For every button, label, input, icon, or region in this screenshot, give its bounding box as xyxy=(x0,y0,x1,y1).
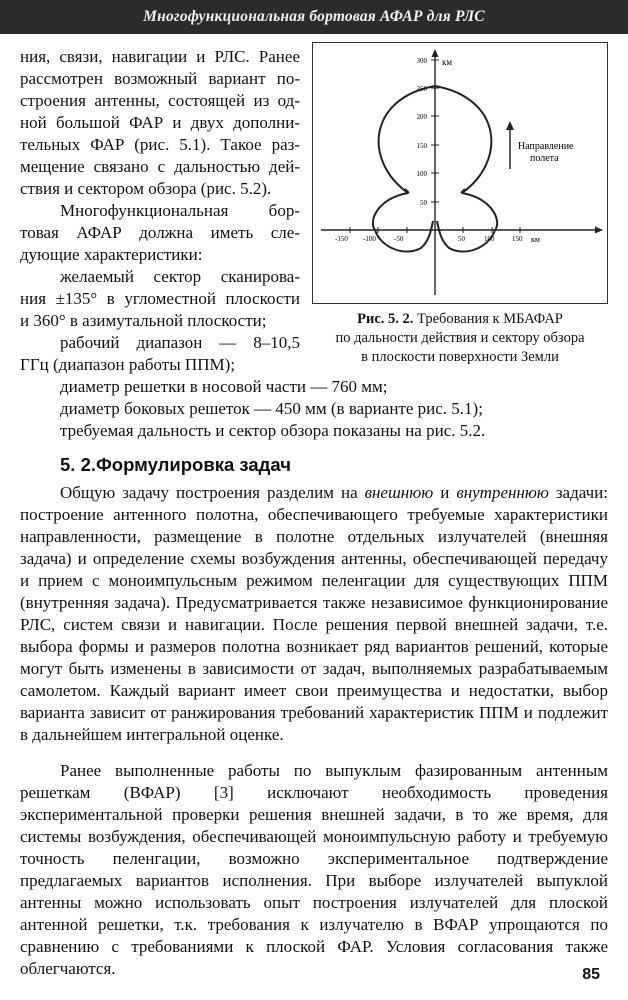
caption-line: в плоскости поверхности Земли xyxy=(361,349,559,365)
requirements-list xyxy=(20,376,608,442)
figure-caption xyxy=(304,310,616,367)
y-tick-label: 150 xyxy=(416,142,427,150)
paragraph-text: Общую задачу построения разделим на xyxy=(60,483,365,502)
paragraph xyxy=(20,482,608,746)
y-tick-label: 100 xyxy=(416,170,427,178)
text-line: рассмотрен возможный вариант по- xyxy=(20,69,300,88)
section-heading: 5. 2.Формулировка задач xyxy=(60,454,291,475)
paragraph-text: и xyxy=(433,483,457,502)
flight-direction-label: полета xyxy=(530,153,559,164)
text-line: мещение связано с дальностью дей- xyxy=(20,157,300,176)
text-line: ния ±135° в угломестной плоскости xyxy=(20,289,300,308)
text-line: желаемый сектор сканирова- xyxy=(60,267,300,286)
emphasis-external: внешнюю xyxy=(364,483,434,502)
x-tick-label: -100 xyxy=(363,235,376,243)
paragraph-text: задачи: построение антенного полотна, обеспечивающего требуемые характеристики направленности, размещение в полотне отдельных излучателей (внешняя задача) и определение схемы возбуждения антенны, обеспечивающей передачу и прием с моноимпульсным режимом пеленгации для существующих ППМ (внутренняя задача). Предусматривается также независимое функционирование РЛС, систем связи и навигации. После решения первой внешней задачи, т.е. выбора формы и размеров полотна возникает ряд вариантов решений, которые могут быть изменены в зависимости от задач, выполняемых разрабатываемым самолетом. Каждый вариант имеет свои преимущества и недостатки, выбор варианта зависит от ранжирования требований характеристик ППМ и подлежит в дальнейшем интегральной оценке. xyxy=(20,483,608,744)
x-tick-label: 150 xyxy=(512,235,523,243)
text-line: рабочий диапазон — 8–10,5 xyxy=(60,333,300,352)
x-axis-arrow xyxy=(595,227,603,234)
running-header xyxy=(0,0,628,34)
x-tick-label: -150 xyxy=(335,235,348,243)
flight-direction-arrowhead xyxy=(506,121,514,130)
text-line: Многофункциональная бор- xyxy=(60,201,300,220)
y-tick-label: 300 xyxy=(416,57,427,65)
text-line: ствия и сектором обзора (рис. 5.2). xyxy=(20,179,272,198)
flight-direction-label: Направление xyxy=(518,141,574,152)
x-tick-label: 100 xyxy=(484,235,495,243)
running-header-title: Многофункциональная бортовая АФАР для РЛС xyxy=(143,8,485,25)
list-item: диаметр боковых решеток — 450 мм (в варианте рис. 5.1); xyxy=(60,399,483,418)
y-axis-unit: км xyxy=(442,57,453,67)
text-line: тельных ФАР (рис. 5.1). Такое раз- xyxy=(20,135,300,154)
x-tick-label: 50 xyxy=(458,235,465,243)
list-item: требуемая дальность и сектор обзора показаны на рис. 5.2. xyxy=(60,421,486,440)
page-number: 85 xyxy=(582,966,600,983)
x-axis-unit: км xyxy=(531,235,540,244)
left-column-text xyxy=(20,46,300,376)
caption-line xyxy=(304,310,616,329)
list-item: диаметр решетки в носовой части — 760 мм; xyxy=(60,377,388,396)
y-tick-label: 250 xyxy=(416,85,427,93)
figure-range-diagram xyxy=(312,42,608,304)
paragraph: Ранее выполненные работы по выпуклым фазированным антенным решеткам (ВФАР) [3] исключают необходимость проведения экспериментальной проверки решения внешней задачи, в то же время, для системы возбуждения, обеспечивающей моноимпульсную работу и требуемую точность пеленгации, возможно экспериментальное подтверждение предлагаемых вариантов исполнения. При выборе излучателей выпуклой антенны можно использовать опыт построения излучателей для плоской антенной решетки, т.к. требования к излучателю в ВФАР упрощаются по сравнению с требованиями к плоской ФАР. Условия согласования также облегчаются. xyxy=(20,761,608,978)
caption-line: по дальности действия и сектору обзора xyxy=(335,330,585,346)
caption-text: Требования к МБАФАР xyxy=(417,311,563,327)
range-sector-plot xyxy=(313,43,609,305)
x-tick-label: -50 xyxy=(394,235,404,243)
paragraph-task-definition xyxy=(20,482,608,746)
text-line: и 360° в азимутальной плоскости; xyxy=(20,311,267,330)
text-line: ния, связи, навигации и РЛС. Ранее xyxy=(20,47,300,66)
y-axis-arrow xyxy=(432,49,439,57)
paragraph-previous-work xyxy=(20,760,608,980)
y-tick-label: 50 xyxy=(420,199,427,207)
text-line: ГГц (диапазон работы ППМ); xyxy=(20,355,235,374)
text-line: товая АФАР должна иметь сле- xyxy=(20,223,300,242)
caption-number: Рис. 5. 2. xyxy=(357,311,414,327)
text-line: строения антенны, состоящей из од- xyxy=(20,91,300,110)
y-tick-label: 200 xyxy=(416,113,427,121)
text-line: дующие характеристики: xyxy=(20,245,203,264)
emphasis-internal: внутреннюю xyxy=(456,483,549,502)
text-line: ной большой ФАР и двух дополни- xyxy=(20,113,300,132)
